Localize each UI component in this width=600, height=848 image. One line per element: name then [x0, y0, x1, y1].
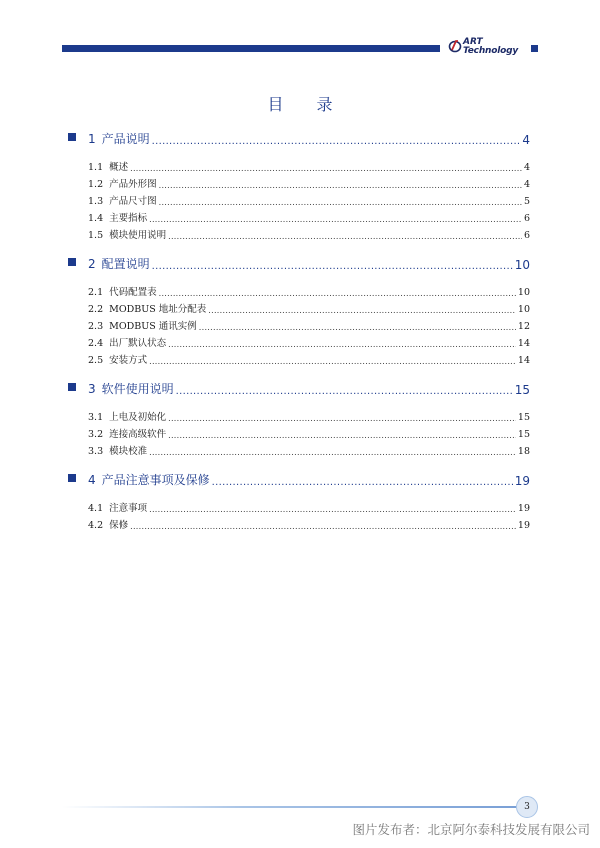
toc-section-row[interactable]	[68, 207, 530, 224]
section-label: 主要指标	[109, 213, 148, 224]
section-title	[88, 210, 147, 224]
section-page: 18	[517, 446, 530, 457]
section-title	[88, 335, 166, 349]
section-title	[88, 318, 197, 332]
toc-section-row[interactable]	[68, 440, 530, 457]
section-title	[88, 284, 157, 298]
toc-section-row[interactable]	[68, 173, 530, 190]
table-of-contents	[68, 125, 530, 540]
leader-dots	[130, 522, 516, 531]
chapter-page: 4	[522, 133, 530, 147]
toc-section-row[interactable]	[68, 281, 530, 298]
section-title	[88, 176, 157, 190]
leader-dots	[168, 414, 516, 423]
toc-section-row[interactable]	[68, 332, 530, 349]
section-label: 注意事项	[109, 503, 148, 514]
art-logo-icon	[448, 39, 462, 53]
section-page: 10	[517, 304, 530, 315]
section-page: 5	[523, 196, 530, 207]
section-number: 3.2	[88, 429, 104, 440]
section-number: 1.4	[88, 213, 104, 224]
toc-section-row[interactable]	[68, 497, 530, 514]
section-number: 4.2	[88, 520, 104, 531]
leader-dots	[149, 215, 522, 224]
section-label: MODBUS 地址分配表	[109, 304, 207, 315]
section-number: 2.2	[88, 304, 104, 315]
art-technology-logo	[448, 37, 528, 59]
section-title	[88, 443, 147, 457]
section-label: MODBUS 通讯实例	[109, 321, 197, 332]
section-number: 1.1	[88, 162, 104, 173]
leader-dots	[149, 505, 516, 514]
section-number: 1.3	[88, 196, 104, 207]
toc-section-row[interactable]	[68, 156, 530, 173]
leader-dots	[176, 386, 513, 397]
section-label: 上电及初始化	[109, 412, 167, 423]
section-page: 15	[517, 412, 530, 423]
section-label: 出厂默认状态	[109, 338, 167, 349]
section-label: 模块使用说明	[109, 230, 167, 241]
publisher-watermark: 图片发布者：北京阿尔泰科技发展有限公司	[352, 822, 590, 837]
chapter-page: 10	[514, 258, 530, 272]
section-number: 2.3	[88, 321, 104, 332]
toc-section-row[interactable]	[68, 423, 530, 440]
leader-dots	[159, 289, 516, 298]
section-page: 15	[517, 429, 530, 440]
toc-title: 目 录	[267, 95, 347, 114]
leader-dots	[130, 164, 522, 173]
leader-dots	[159, 198, 522, 207]
section-label: 安装方式	[109, 355, 148, 366]
section-page: 6	[523, 230, 530, 241]
section-number: 2.4	[88, 338, 104, 349]
chapter-title	[88, 380, 174, 397]
toc-section-row[interactable]	[68, 315, 530, 332]
chapter-number: 2	[88, 257, 96, 271]
chapter-bullet-icon	[68, 383, 79, 394]
section-page: 4	[523, 179, 530, 190]
section-page: 6	[523, 213, 530, 224]
logo-text-art: ART	[463, 37, 483, 47]
toc-section-row[interactable]	[68, 514, 530, 531]
section-number: 3.3	[88, 446, 104, 457]
toc-chapter-row[interactable]	[68, 375, 530, 397]
section-label: 代码配置表	[109, 287, 157, 298]
footer-line	[62, 806, 516, 808]
chapter-bullet-icon	[68, 258, 79, 269]
section-page: 14	[517, 355, 530, 366]
section-title	[88, 352, 147, 366]
toc-section-row[interactable]	[68, 224, 530, 241]
section-label: 产品尺寸图	[109, 196, 157, 207]
section-number: 3.1	[88, 412, 104, 423]
chapter-bullet-icon	[68, 474, 79, 485]
page-number: 3	[516, 796, 538, 818]
toc-chapter-row[interactable]	[68, 125, 530, 147]
toc-section-row[interactable]	[68, 406, 530, 423]
leader-dots	[152, 136, 521, 147]
section-title	[88, 500, 147, 514]
section-number: 2.5	[88, 355, 104, 366]
section-page: 12	[517, 321, 530, 332]
leader-dots	[208, 306, 516, 315]
header-bar	[62, 45, 440, 52]
toc-section-row[interactable]	[68, 298, 530, 315]
section-page: 14	[517, 338, 530, 349]
header-bar-end	[531, 45, 538, 52]
logo-text-technology: Technology	[463, 46, 518, 56]
leader-dots	[168, 431, 516, 440]
toc-section-row[interactable]	[68, 190, 530, 207]
leader-dots	[152, 261, 513, 272]
section-number: 4.1	[88, 503, 104, 514]
chapter-label: 产品注意事项及保修	[101, 473, 210, 487]
section-page: 10	[517, 287, 530, 298]
toc-chapter-row[interactable]	[68, 466, 530, 488]
section-label: 产品外形图	[109, 179, 157, 190]
leader-dots	[168, 340, 516, 349]
chapter-number: 3	[88, 382, 96, 396]
leader-dots	[168, 232, 522, 241]
section-title	[88, 227, 166, 241]
section-label: 模块校准	[109, 446, 148, 457]
section-number: 1.2	[88, 179, 104, 190]
toc-section-row[interactable]	[68, 349, 530, 366]
section-page: 19	[517, 520, 530, 531]
leader-dots	[199, 323, 516, 332]
chapter-label: 软件使用说明	[101, 382, 174, 396]
leader-dots	[159, 181, 522, 190]
section-label: 概述	[109, 162, 129, 173]
section-page: 19	[517, 503, 530, 514]
section-title	[88, 517, 128, 531]
chapter-title	[88, 255, 150, 272]
section-title	[88, 426, 166, 440]
section-title	[88, 159, 128, 173]
leader-dots	[149, 448, 516, 457]
chapter-label: 配置说明	[101, 257, 150, 271]
leader-dots	[212, 477, 513, 488]
chapter-page: 19	[514, 474, 530, 488]
section-label: 连接高级软件	[109, 429, 167, 440]
leader-dots	[149, 357, 516, 366]
chapter-number: 1	[88, 132, 96, 146]
toc-chapter-row[interactable]	[68, 250, 530, 272]
section-title	[88, 193, 157, 207]
chapter-page: 15	[514, 383, 530, 397]
section-page: 4	[523, 162, 530, 173]
section-title	[88, 301, 206, 315]
section-number: 2.1	[88, 287, 104, 298]
chapter-label: 产品说明	[101, 132, 150, 146]
chapter-title	[88, 130, 150, 147]
section-number: 1.5	[88, 230, 104, 241]
section-title	[88, 409, 166, 423]
section-label: 保修	[109, 520, 129, 531]
chapter-number: 4	[88, 473, 96, 487]
chapter-bullet-icon	[68, 133, 79, 144]
chapter-title	[88, 471, 210, 488]
